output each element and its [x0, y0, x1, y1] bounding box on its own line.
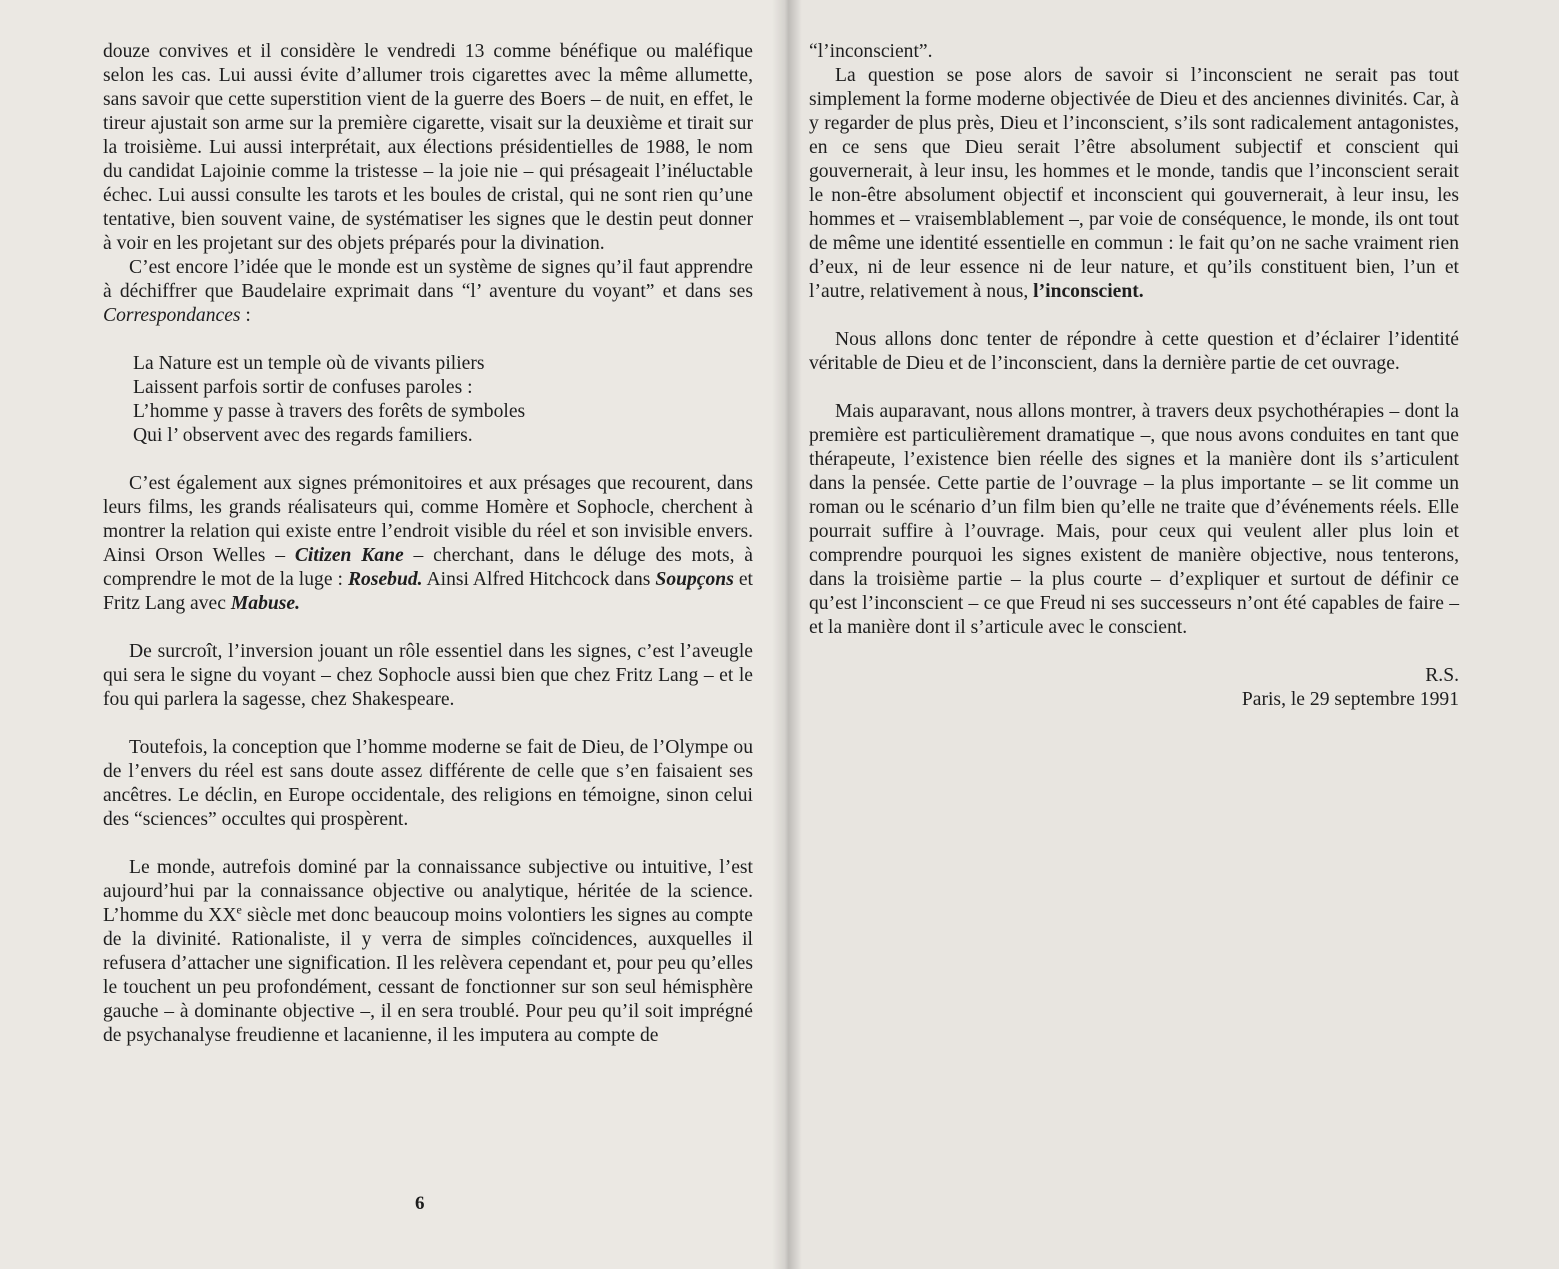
paragraph-text: Le monde, autrefois dominé par la connaissance subjective ou intuitive, l’est aujourd’hui par la connaissance objective ou analytique, héritée de la science. L’homme du XX — [103, 857, 753, 926]
paragraph — [103, 856, 753, 1048]
poem-line: Laissent parfois sortir de confuses paroles : — [133, 377, 473, 398]
work-title: Correspondances — [103, 305, 241, 326]
paragraph: De surcroît, l’inversion jouant un rôle essentiel dans les signes, c’est l’aveugle qui sera le signe du voyant – chez Sophocle aussi bien que chez Fritz Lang – et le fou qui parlera la sagesse, chez Shakespeare. — [103, 641, 753, 710]
paragraph-text: La question se pose alors de savoir si l’inconscient ne serait pas tout simplement la forme moderne objectivée de Dieu et des anciennes divinités. Car, à y regarder de plus près, Dieu et l’inconscient, s’ils sont radicalement antagonistes, en ce sens que Dieu serait l’être absolument subjectif et conscient qui gouvernerait, à leur insu, les hommes et le monde, tandis que l’inconscient serait le non-être absolument objectif et inconscient qui gouvernerait, à leur insu, les hommes et – vraisemblablement –, par voie de conséquence, le monde, ils ont tout de même une identité essentielle en commun : le fait qu’on ne sache vraiment rien d’eux, ni de leur essence ni de leur nature, et qu’ils constituent bien, l’un et l’autre, relativement à nous, — [809, 65, 1459, 302]
film-title: Soupçons — [655, 569, 734, 590]
poem-line: Qui l’ observent avec des regards familiers. — [133, 425, 473, 446]
paragraph — [103, 256, 753, 328]
poem-line: L’homme y passe à travers des forêts de symboles — [133, 401, 526, 422]
superscript: e — [236, 902, 242, 917]
place-date: Paris, le 29 septembre 1991 — [1241, 689, 1459, 710]
paragraph-text: et Fritz Lang avec — [103, 569, 753, 614]
paragraph: Nous allons donc tenter de répondre à cette question et d’éclairer l’identité véritable de Dieu et de l’inconscient, dans la dernière partie de cet ouvrage. — [809, 329, 1459, 374]
paragraph-text: siècle met donc beaucoup moins volontiers les signes au compte de la divinité. Rationaliste, il y verra de simples coïncidences, auxquelles il refusera d’attacher une signification. Il les relèvera cependant et, pour peu qu’elles le touchent un peu profondément, cessant de fonctionner sur son seul hémisphère gauche – à dominante objective –, il en sera troublé. Pour peu qu’il soit imprégné de psychanalyse freudienne et lacanienne, il les imputera au compte de — [103, 905, 753, 1046]
film-title: Rosebud. — [347, 569, 423, 590]
emphasis-bold: l’inconscient. — [1033, 281, 1144, 302]
left-page-text — [103, 40, 753, 1048]
book-gutter — [772, 0, 802, 1269]
paragraph: Mais auparavant, nous allons montrer, à travers deux psychothérapies – dont la première est particulièrement dramatique –, que nous avons conduites en tant que thérapeute, l’existence bien réelle des signes et la manière dont ils s’articulent dans la pensée. Cette partie de l’ouvrage – la plus importante – se lit comme un roman ou le scénario d’un film bien qu’elle ne traite que d’événements réels. Elle pourrait suffire à l’ouvrage. Mais, pour ceux qui veulent aller plus loin et comprendre pourquoi les signes existent de manière objective, nous tenterons, dans la troisième partie – la plus courte – d’expliquer et surtout de définir ce qu’est l’inconscient – ce que Freud ni ses successeurs n’ont été capables de faire – et la manière dont il s’articule avec le conscient. — [809, 401, 1459, 638]
film-title: Mabuse. — [230, 593, 300, 614]
paragraph-text: C’est également aux signes prémonitoires et aux présages que recourent, dans leurs films, les grands réalisateurs qui, comme Homère et Sophocle, cherchent à montrer la relation qui existe entre l’endroit visible du réel et son invisible envers. Ainsi Orson Welles – — [103, 473, 753, 566]
poem-line: La Nature est un temple où de vivants piliers — [133, 353, 485, 374]
paragraph-text: Ainsi Alfred Hitchcock dans — [422, 569, 651, 590]
right-page — [785, 0, 1559, 1269]
punctuation: : — [240, 305, 251, 326]
paragraph: douze convives et il considère le vendredi 13 comme bénéfique ou maléfique selon les cas. Lui aussi évite d’allumer trois cigarettes avec la même allumette, sans savoir que cette superstition vient de la guerre des Boers – de nuit, en effet, le tireur ajustait son arme sur la première cigarette, visait sur la deuxième et tirait sur la troisième. Lui aussi interprétait, aux élections présidentielles de 1988, le nom du candidat Lajoinie comme la tristesse – la joie nie – qui présageait l’inéluctable échec. Lui aussi consulte les tarots et les boules de cristal, qui ne sont rien qu’une tentative, bien souvent vaine, de systématiser les signes que le destin peut donner à voir en les projetant sur des objets préparés pour la divination. — [103, 41, 753, 254]
film-title: Citizen Kane — [294, 545, 404, 566]
paragraph — [809, 64, 1459, 304]
paragraph-text: – cherchant, dans le déluge des mots, à comprendre le mot de la luge : — [103, 545, 753, 590]
paragraph — [103, 472, 753, 616]
paragraph-text: C’est encore l’idée que le monde est un système de signes qu’il faut apprendre à déchiffrer que Baudelaire exprimait dans “l’ aventure du voyant” et dans ses — [103, 257, 753, 302]
paragraph: “l’inconscient”. — [809, 41, 933, 62]
page-number: 6 — [415, 1193, 425, 1214]
right-page-text — [809, 40, 1459, 712]
signature: R.S. — [1425, 665, 1459, 686]
paragraph: Toutefois, la conception que l’homme moderne se fait de Dieu, de l’Olympe ou de l’envers du réel est sans doute assez différente de celle que s’en faisaient ses ancêtres. Le déclin, en Europe occidentale, des religions en témoigne, sinon celui des “sciences” occultes qui prospèrent. — [103, 737, 753, 830]
poem-quote — [133, 352, 753, 448]
